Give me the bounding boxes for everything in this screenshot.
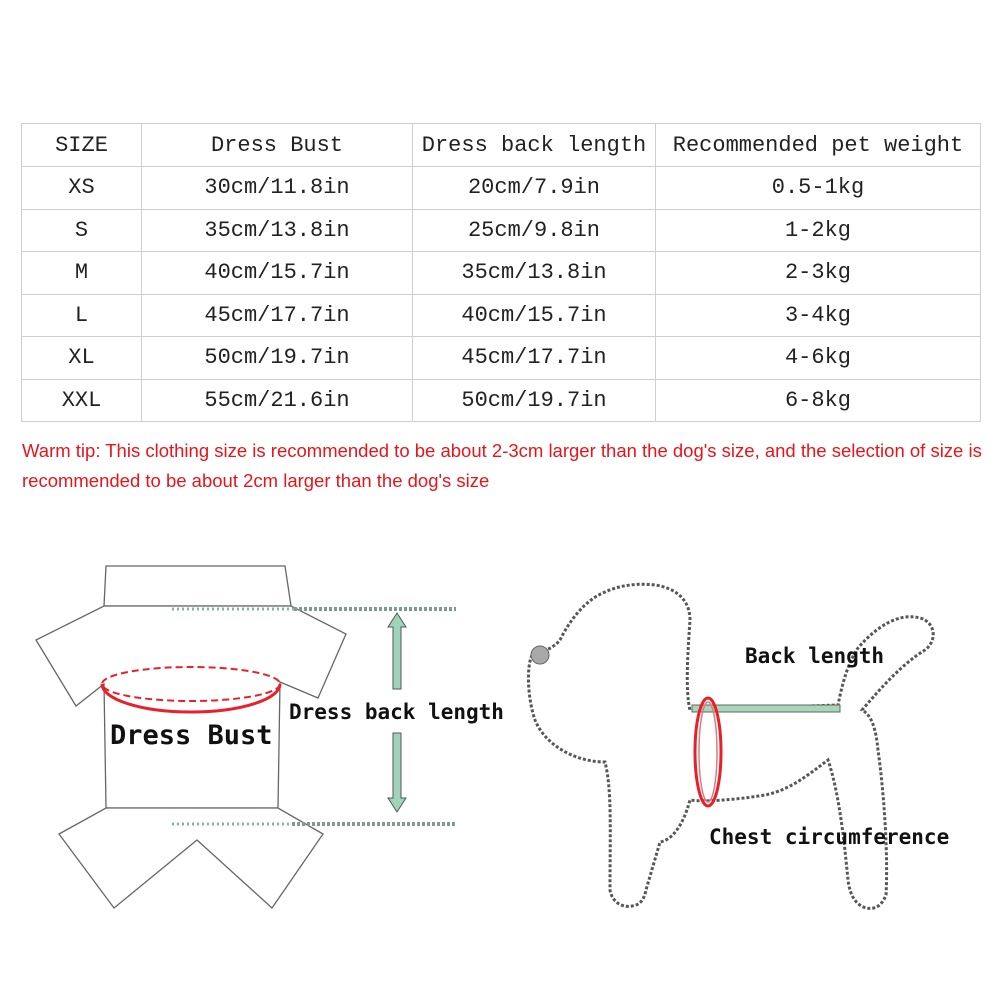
cell-size: XL bbox=[22, 337, 142, 380]
cell-pet-weight: 2-3kg bbox=[656, 252, 981, 295]
dress-collar bbox=[104, 566, 291, 606]
cell-size: L bbox=[22, 294, 142, 337]
header-dress-back-length: Dress back length bbox=[413, 124, 656, 167]
cell-pet-weight: 0.5-1kg bbox=[656, 167, 981, 210]
cell-dress-bust: 30cm/11.8in bbox=[142, 167, 413, 210]
cell-dress-back-length: 45cm/17.7in bbox=[413, 337, 656, 380]
back-length-label: Back length bbox=[745, 644, 885, 668]
cell-dress-back-length: 25cm/9.8in bbox=[413, 209, 656, 252]
dress-back-length-label: Dress back length bbox=[289, 700, 504, 724]
cell-dress-back-length: 35cm/13.8in bbox=[413, 252, 656, 295]
cell-pet-weight: 1-2kg bbox=[656, 209, 981, 252]
header-size: SIZE bbox=[22, 124, 142, 167]
cell-size: S bbox=[22, 209, 142, 252]
cell-dress-bust: 40cm/15.7in bbox=[142, 252, 413, 295]
cell-dress-back-length: 40cm/15.7in bbox=[413, 294, 656, 337]
cell-dress-bust: 45cm/17.7in bbox=[142, 294, 413, 337]
cell-pet-weight: 3-4kg bbox=[656, 294, 981, 337]
dog-nose bbox=[531, 646, 549, 664]
cell-dress-bust: 35cm/13.8in bbox=[142, 209, 413, 252]
down-arrow bbox=[388, 733, 406, 812]
cell-size: XXL bbox=[22, 379, 142, 422]
warm-tip: Warm tip: This clothing size is recommended to be about 2-3cm larger than the dog's size, and the selection of size is recommended to be about 2cm larger than the dog's size bbox=[22, 440, 982, 491]
cell-pet-weight: 4-6kg bbox=[656, 337, 981, 380]
cell-dress-bust: 55cm/21.6in bbox=[142, 379, 413, 422]
cell-dress-bust: 50cm/19.7in bbox=[142, 337, 413, 380]
up-arrow bbox=[388, 613, 406, 689]
cell-size: XS bbox=[22, 167, 142, 210]
cell-dress-back-length: 20cm/7.9in bbox=[413, 167, 656, 210]
cell-size: M bbox=[22, 252, 142, 295]
dog-outline bbox=[528, 584, 933, 908]
cell-dress-back-length: 50cm/19.7in bbox=[413, 379, 656, 422]
header-recommended-pet-weight: Recommended pet weight bbox=[656, 124, 981, 167]
chest-circumference-label: Chest circumference bbox=[709, 825, 950, 849]
header-dress-bust: Dress Bust bbox=[142, 124, 413, 167]
chest-ring-inner bbox=[699, 702, 717, 802]
dress-bust-label: Dress Bust bbox=[110, 720, 273, 751]
cell-pet-weight: 6-8kg bbox=[656, 379, 981, 422]
